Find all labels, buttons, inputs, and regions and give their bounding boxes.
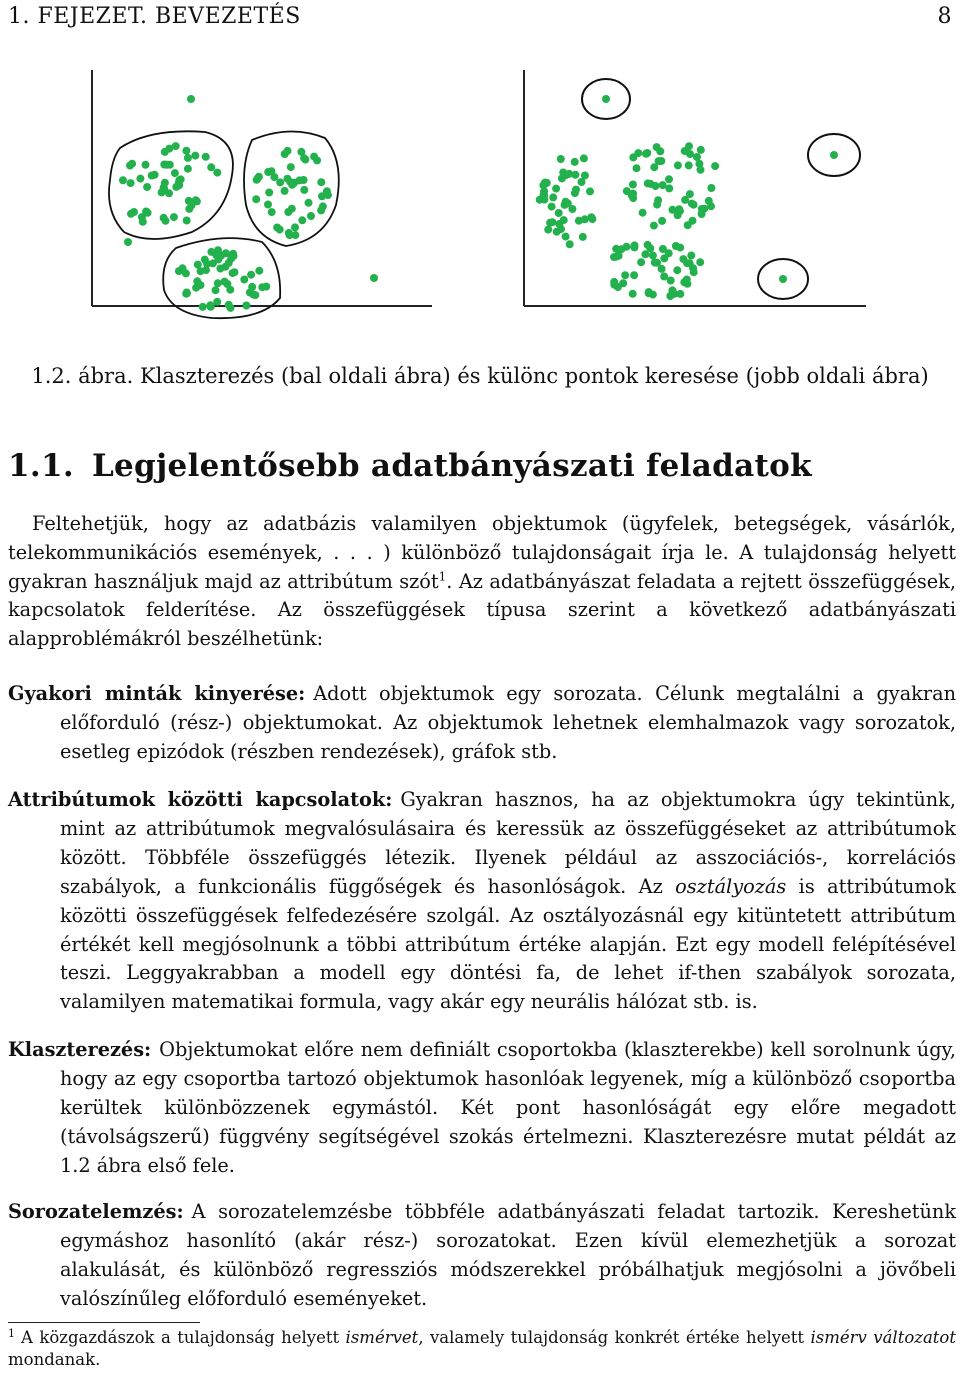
data-point (199, 303, 207, 311)
data-point (175, 181, 183, 189)
data-point (251, 291, 259, 299)
data-point (268, 208, 276, 216)
data-point (621, 271, 629, 279)
data-point (281, 187, 289, 195)
data-point (579, 233, 587, 241)
data-point (127, 179, 135, 187)
data-point (193, 277, 201, 285)
section-heading (8, 448, 812, 484)
data-point (650, 222, 658, 230)
data-point (693, 153, 701, 161)
data-point (214, 279, 222, 287)
data-point (557, 225, 565, 233)
data-point (262, 283, 270, 291)
data-point (674, 161, 682, 169)
data-point (684, 221, 692, 229)
data-point (317, 206, 325, 214)
data-point (610, 281, 618, 289)
data-point (651, 259, 659, 267)
data-point (288, 181, 296, 189)
footnote (8, 1327, 956, 1371)
right-cluster-1-points (536, 154, 597, 248)
data-point (637, 258, 645, 266)
data-point (630, 271, 638, 279)
data-point (226, 286, 234, 294)
data-point (629, 153, 637, 161)
data-point (548, 218, 556, 226)
data-point (188, 201, 196, 209)
intro-paragraph (8, 510, 956, 654)
footnote-emph-b: ismérv változatot (810, 1328, 956, 1347)
data-point (298, 216, 306, 224)
data-point (165, 145, 173, 153)
data-point (265, 189, 273, 197)
data-point (307, 212, 315, 220)
data-point (296, 176, 304, 184)
data-point (675, 205, 683, 213)
cluster-2-points (252, 147, 332, 239)
data-point (644, 179, 652, 187)
data-point (555, 209, 563, 217)
text-sequence-analysis: A sorozatelemzésbe többféle adatbányászati feladat tartozik. Kereshetünk egymáshoz hasonlító (akár rész-) sorozatokat. Ezen kívül elemezhetjük a sorozat alakulását, és különböző regressziós módszerekkel próbálhatjuk megjósolni a jövőbeli valószínűleg előforduló eseményeket. (60, 1200, 956, 1310)
section-title: Legjelentősebb adatbányászati feladatok (91, 448, 812, 484)
outlier-point (779, 275, 787, 283)
data-point (184, 154, 192, 162)
data-point (568, 205, 576, 213)
data-point (248, 283, 256, 291)
data-point (549, 193, 557, 201)
data-point (629, 181, 637, 189)
data-point (128, 160, 136, 168)
data-point (676, 290, 684, 298)
data-point (698, 210, 706, 218)
data-point (707, 184, 715, 192)
term-frequent-patterns: Gyakori minták kinyerése: (8, 682, 306, 705)
item-sequence-analysis (8, 1198, 956, 1314)
data-point (187, 95, 195, 103)
data-point (317, 178, 325, 186)
data-point (653, 143, 661, 151)
data-point (240, 276, 248, 284)
data-point (667, 277, 675, 285)
data-point (179, 264, 187, 272)
data-point (572, 186, 580, 194)
data-point (191, 152, 199, 160)
cluster-3-points (175, 246, 270, 312)
data-point (571, 158, 579, 166)
data-point (231, 268, 239, 276)
data-point (300, 186, 308, 194)
data-point (225, 301, 233, 309)
data-point (202, 266, 210, 274)
data-point (541, 179, 549, 187)
outlier-points (602, 95, 838, 283)
data-point (560, 216, 568, 224)
data-point (253, 176, 261, 184)
data-point (242, 302, 250, 310)
data-point (655, 157, 663, 165)
data-point (685, 142, 693, 150)
figure-caption: 1.2. ábra. Klaszterezés (bal oldali ábra) és különc pontok keresése (jobb oldali ábra) (31, 364, 929, 388)
data-point (658, 217, 666, 225)
data-point (287, 163, 295, 171)
data-point (629, 194, 637, 202)
data-point (685, 161, 693, 169)
data-point (301, 156, 309, 164)
data-point (680, 278, 688, 286)
data-point (571, 171, 579, 179)
footnote-mark: 1 (8, 1326, 15, 1340)
data-point (207, 163, 215, 171)
data-point (619, 279, 627, 287)
data-point (288, 205, 296, 213)
data-point (687, 252, 695, 260)
data-point (686, 259, 694, 267)
data-point (206, 301, 214, 309)
emph-classification: osztályozás (675, 874, 787, 898)
text-frequent-patterns: Adott objektumok egy sorozata. Célunk megtalálni a gyakran előforduló (rész-) objektumokat. Az objektumok lehetnek elemhalmazok vagy sorozatok, esetleg epizódok (részben rendezések), gráfok stb. (60, 682, 956, 763)
data-point (143, 183, 151, 191)
data-point (707, 202, 715, 210)
data-point (213, 169, 221, 177)
data-point (201, 256, 209, 264)
data-point (127, 210, 135, 218)
data-point (649, 291, 657, 299)
data-point (697, 146, 705, 154)
item-frequent-patterns (8, 680, 956, 767)
data-point (212, 286, 220, 294)
data-point (148, 172, 156, 180)
data-point (581, 215, 589, 223)
data-point (696, 258, 704, 266)
data-point (673, 266, 681, 274)
data-point (586, 187, 594, 195)
footnote-ref[interactable]: 1 (438, 569, 447, 584)
data-point (264, 168, 272, 176)
data-point (305, 199, 313, 207)
text-clustering: Objektumokat előre nem definiált csoportokba (klaszterekbe) kell sorolnunk úgy, hogy az egy csoportba tartozó objektumok hasonlóak legyenek, míg a különböző csoportba kerültek különbözzenek egymástól. Két pont hasonlóságát egy előre megadott (távolságszerű) függvény segítségével szokás értelmezni. Klaszterezésre mutat példát az 1.2 ábra első fele. (60, 1038, 956, 1177)
data-point (136, 175, 144, 183)
data-point (194, 261, 202, 269)
cluster-1-points (119, 142, 221, 226)
data-point (182, 147, 190, 155)
data-point (639, 209, 647, 217)
outlier-point (830, 151, 838, 159)
data-point (255, 267, 263, 275)
outlier-point (602, 95, 610, 103)
data-point (264, 201, 272, 209)
data-point (286, 231, 294, 239)
intro-text-2: . Az adatbányászat feladata a rejtett összefüggések, kapcsolatok felderítése. Az összefüggések típusa szerint a következő adatbányászati alapproblémákról beszélhetünk: (8, 569, 956, 651)
data-point (213, 298, 221, 306)
intro-text-1: Feltehetjük, hogy az adatbázis valamilyen objektumok (ügyfelek, betegségek, vásárlók, telekommunikációs események, . . . ) különböző tulajdonságait írja le. A tulajdonság helyett gyakran használjuk majd az attribútum szót (8, 512, 956, 593)
data-point (161, 179, 169, 187)
data-points (119, 95, 838, 312)
data-point (184, 165, 192, 173)
data-point (665, 184, 673, 192)
data-point (214, 246, 222, 254)
data-point (578, 178, 586, 186)
figure-clustering-outliers (0, 60, 960, 320)
data-point (580, 154, 588, 162)
data-point (119, 176, 127, 184)
right-cluster-2-points (623, 142, 719, 229)
data-point (711, 162, 719, 170)
data-point (170, 213, 178, 221)
data-point (557, 155, 565, 163)
data-point (216, 265, 224, 273)
text-attribute-relations-b: is attribútumok közötti összefüggések felfedezésére szolgál. Az osztályozásnál egy kitüntetett attribútum értékét kell megjósolnunk a többi attribútum értéke alapján. Ezt egy modell felépítésével teszi. Leggyakrabban a modell egy döntési fa, de lehet if-then szabályok sorozata, valamilyen matematikai formula, vagy akár egy neurális hálózat stb. is. (60, 874, 956, 1014)
data-point (183, 289, 191, 297)
data-point (629, 290, 637, 298)
data-point (561, 201, 569, 209)
term-clustering: Klaszterezés: (8, 1038, 152, 1061)
footnote-rule (8, 1322, 200, 1323)
data-point (548, 203, 556, 211)
data-point (142, 161, 150, 169)
data-point (313, 156, 321, 164)
data-point (633, 164, 641, 172)
term-attribute-relations: Attribútumok közötti kapcsolatok: (8, 788, 393, 811)
chapter-title: 1. FEJEZET. BEVEZETÉS (8, 4, 301, 29)
data-point (273, 224, 281, 232)
data-point (566, 240, 574, 248)
data-point (276, 178, 284, 186)
data-point (588, 215, 596, 223)
data-point (672, 242, 680, 250)
footnote-text-a: A közgazdászok a tulajdonság helyett (21, 1328, 346, 1347)
data-point (665, 175, 673, 183)
data-point (654, 196, 662, 204)
data-point (544, 226, 552, 234)
section-number: 1.1. (8, 448, 74, 484)
data-point (610, 253, 618, 261)
data-point (221, 278, 229, 286)
data-point (138, 213, 146, 221)
item-clustering (8, 1036, 956, 1181)
data-point (247, 271, 255, 279)
data-point (695, 160, 703, 168)
data-point (552, 185, 560, 193)
data-point (690, 201, 698, 209)
data-point (202, 153, 210, 161)
term-sequence-analysis: Sorozatelemzés: (8, 1200, 184, 1223)
data-point (252, 195, 260, 203)
data-point (665, 249, 673, 257)
data-point (291, 223, 299, 231)
text-attribute-relations-a: Gyakran hasznos, ha az objektumokra úgy tekintünk, mint az attribútumok megvalósulásaira és keressük az összefüggéseket az attribútumok között. Többféle összefüggés létezik. Ilyenek például az asszociációs-, korrelációs szabályok, a funkcionális függőségek és hasonlóságok. Az (60, 788, 956, 898)
data-point (162, 217, 170, 225)
data-point (227, 255, 235, 263)
page-number: 8 (937, 4, 952, 29)
data-point (318, 192, 326, 200)
right-cluster-3-points (610, 241, 704, 300)
data-point (562, 233, 570, 241)
item-attribute-relations (8, 786, 956, 1017)
data-point (646, 244, 654, 252)
data-point (370, 274, 378, 282)
footnote-emph-a: ismérvet (345, 1328, 419, 1347)
data-point (630, 243, 638, 251)
data-point (643, 149, 651, 157)
data-point (124, 238, 132, 246)
data-point (558, 174, 566, 182)
running-head (8, 4, 952, 34)
footnote-text-b: , valamely tulajdonság konkrét értéke helyett (418, 1328, 811, 1347)
footnote-text-c: mondanak. (8, 1350, 101, 1369)
data-point (284, 147, 292, 155)
data-point (540, 191, 548, 199)
data-point (171, 169, 179, 177)
data-point (163, 161, 171, 169)
data-point (183, 217, 191, 225)
data-point (681, 196, 689, 204)
data-point (652, 182, 660, 190)
data-point (649, 252, 657, 260)
